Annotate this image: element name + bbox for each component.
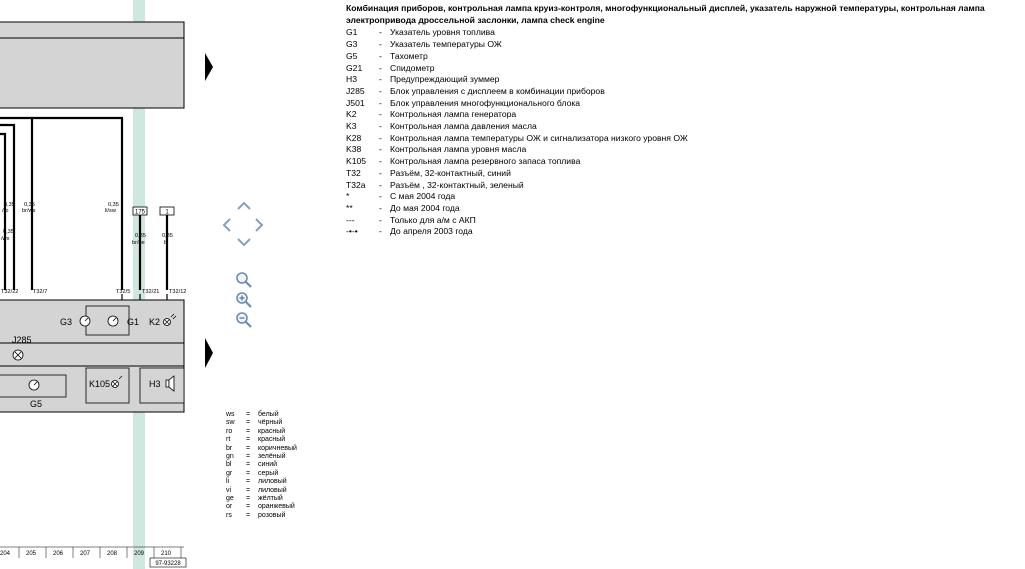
color-code: ge	[226, 495, 234, 503]
legend-code: K2	[346, 109, 357, 120]
next-page-arrow-icon[interactable]	[205, 338, 213, 368]
color-equals: =	[246, 427, 251, 435]
legend-separator: -	[379, 202, 382, 213]
connector-label: T32/12	[169, 289, 187, 295]
track-ticks	[19, 547, 181, 558]
legend-separator: -	[379, 167, 382, 178]
connector-label: T32/21	[142, 289, 160, 295]
color-name: розовый	[258, 511, 286, 519]
legend-item	[346, 39, 1022, 51]
color-equals: =	[246, 495, 251, 503]
wire-color-label: br/ge	[132, 240, 145, 246]
color-equals: =	[246, 444, 251, 452]
legend-item	[346, 51, 1022, 63]
legend-description: Контрольная лампа давления масла	[390, 121, 537, 132]
track-number: 209	[134, 551, 145, 557]
connector-label: T32/7	[33, 289, 48, 295]
color-code: li	[226, 478, 230, 486]
color-name: зелёный	[258, 453, 286, 461]
legend-description: Блок управления с дисплеем в комбинации приборов	[390, 85, 605, 96]
legend-code: G1	[346, 27, 358, 38]
color-equals: =	[246, 453, 251, 461]
legend-title: Комбинация приборов, контрольная лампа круиз-контроля, многофункциональный дисплей, указатель наружной температуры, контрольная лампа электропривода дроссельной заслонки, лампа check engine	[346, 3, 985, 25]
wire-gauge-label: 0,35	[162, 233, 173, 239]
wire-color-label: /ro	[2, 208, 9, 214]
legend-code: J285	[346, 85, 365, 96]
color-equals: =	[246, 486, 251, 494]
legend-separator: -	[379, 226, 382, 237]
wire-color-label: /ws	[1, 236, 10, 242]
legend-code: T32	[346, 167, 361, 178]
color-code-item	[226, 512, 297, 520]
legend-code: K105	[346, 156, 367, 167]
legend-code: **	[346, 202, 353, 213]
drawing-number: 97-93228	[155, 561, 181, 567]
wire-gauge-label: 0,35	[4, 202, 15, 208]
color-equals: =	[246, 461, 251, 469]
legend-separator: -	[379, 62, 382, 73]
legend-separator: -	[379, 144, 382, 155]
legend-item	[346, 86, 1022, 98]
color-equals: =	[246, 436, 251, 444]
legend-separator: -	[379, 97, 382, 108]
color-code-item	[226, 487, 297, 495]
wire-color-legend	[226, 411, 297, 520]
color-name: жёлтый	[258, 495, 283, 503]
next-page-arrow-icon[interactable]	[205, 53, 213, 81]
legend-item	[346, 27, 1022, 39]
color-code-item	[226, 428, 297, 436]
color-name: чёрный	[258, 419, 283, 427]
wire	[0, 118, 122, 290]
legend-list	[346, 27, 1022, 238]
legend-code: K38	[346, 144, 362, 155]
legend-description: Только для а/м с АКП	[390, 214, 476, 225]
pan-right-icon[interactable]	[255, 217, 265, 233]
reference-number: 1	[165, 209, 169, 216]
zoom-out-icon[interactable]	[234, 310, 254, 330]
track-number: 204	[0, 551, 11, 557]
color-code-item	[226, 478, 297, 486]
color-equals: =	[246, 411, 251, 418]
legend-separator: -	[379, 214, 382, 225]
legend-item	[346, 144, 1022, 156]
wire-color-label: br/ws	[22, 208, 36, 214]
legend-description: Разъём, 32-контактный, синий	[390, 167, 511, 178]
legend-separator: -	[379, 179, 382, 190]
legend-separator: -	[379, 121, 382, 132]
legend-code: -•-•	[346, 226, 358, 237]
legend-item	[346, 180, 1022, 192]
track-number: 208	[107, 551, 118, 557]
color-code: bl	[226, 461, 232, 469]
track-number: 210	[161, 551, 172, 557]
wire-color-label: bl	[164, 240, 169, 246]
component-label-k105: K105	[89, 379, 111, 389]
component-label-h3: H3	[149, 379, 161, 389]
legend-item	[346, 226, 1022, 238]
color-code: gn	[226, 453, 234, 461]
color-name: серый	[258, 469, 279, 477]
legend-description: Предупреждающий зуммер	[390, 74, 500, 85]
legend-separator: -	[379, 74, 382, 85]
legend-code: J501	[346, 97, 365, 108]
legend-item	[346, 215, 1022, 227]
color-code: vi	[226, 486, 232, 494]
legend-item	[346, 203, 1022, 215]
color-code-item	[226, 503, 297, 511]
legend-code: H3	[346, 74, 357, 85]
legend-description: До мая 2004 года	[390, 202, 460, 213]
legend-separator: -	[379, 85, 382, 96]
legend-code: G5	[346, 50, 358, 61]
legend-code: *	[346, 191, 350, 202]
legend-item	[346, 109, 1022, 121]
track-number: 205	[26, 551, 37, 557]
color-code-item	[226, 445, 297, 453]
legend-item	[346, 98, 1022, 110]
legend-description: Разъём , 32-контактный, зеленый	[390, 179, 524, 190]
component-label-g3: G3	[60, 317, 73, 327]
legend-separator: -	[379, 27, 382, 38]
component-label-g5: G5	[30, 399, 43, 409]
ground-symbol-icon	[13, 350, 23, 360]
legend-code: T32a	[346, 179, 366, 190]
wire-gauge-label: 0,35	[24, 202, 35, 208]
legend-description: Спидометр	[390, 62, 435, 73]
connector-labels	[1, 289, 186, 295]
legend-separator: -	[379, 132, 382, 143]
track-number: 206	[53, 551, 64, 557]
color-equals: =	[246, 469, 251, 477]
upper-instrument-block	[0, 22, 184, 108]
wire-gauge-label: 0,35	[108, 202, 119, 208]
legend-description: Контрольная лампа уровня масла	[390, 144, 527, 155]
color-code: sw	[226, 419, 235, 427]
track-numbers	[0, 551, 172, 557]
color-name: лиловый	[258, 486, 287, 494]
legend-item	[346, 156, 1022, 168]
color-code: ro	[226, 427, 233, 435]
legend-code: G21	[346, 62, 363, 73]
wire-color-label: li/sw	[105, 208, 116, 214]
color-code: rt	[226, 436, 231, 444]
legend-item	[346, 74, 1022, 86]
zoom-fit-icon[interactable]	[234, 270, 254, 290]
connector-label: T32/5	[116, 289, 131, 295]
legend-description: Указатель уровня топлива	[390, 27, 495, 38]
color-code-item	[226, 436, 297, 444]
pan-up-icon[interactable]	[236, 200, 252, 210]
legend-separator: -	[379, 109, 382, 120]
legend-description: Контрольная лампа генератора	[390, 109, 517, 120]
legend-code: K3	[346, 121, 357, 132]
legend-description: Указатель температуры ОЖ	[390, 39, 502, 50]
legend-item	[346, 121, 1022, 133]
legend-item	[346, 168, 1022, 180]
legend-item	[346, 63, 1022, 75]
wire-gauge-label: 0,35	[135, 233, 146, 239]
color-code: br	[226, 444, 233, 452]
legend-separator: -	[379, 50, 382, 61]
legend-code: K28	[346, 132, 362, 143]
component-legend	[346, 3, 1022, 238]
color-code: rs	[226, 511, 232, 519]
legend-description: Тахометр	[390, 50, 428, 61]
pan-navigation	[218, 198, 270, 248]
color-name: коричневый	[258, 444, 297, 452]
legend-code: G3	[346, 39, 358, 50]
reference-number: 175	[134, 209, 146, 216]
legend-item	[346, 133, 1022, 145]
color-equals: =	[246, 419, 251, 427]
color-code: or	[226, 503, 233, 511]
color-name: белый	[258, 411, 279, 418]
color-name: оранжевый	[258, 503, 295, 511]
color-name: лиловый	[258, 478, 287, 486]
color-equals: =	[246, 478, 251, 486]
component-label-g1: G1	[127, 317, 140, 327]
color-code: gr	[226, 469, 233, 477]
legend-code: ---	[346, 214, 355, 225]
legend-description: С мая 2004 года	[390, 191, 456, 202]
color-name: синий	[258, 461, 278, 469]
color-code-item	[226, 419, 297, 427]
pan-down-icon[interactable]	[236, 238, 252, 248]
legend-description: Контрольная лампа резервного запаса топлива	[390, 156, 581, 167]
legend-separator: -	[379, 39, 382, 50]
legend-separator: -	[379, 156, 382, 167]
color-code-item	[226, 470, 297, 478]
color-name: красный	[258, 427, 286, 435]
legend-description: До апреля 2003 года	[390, 226, 473, 237]
legend-description: Контрольная лампа температуры ОЖ и сигнализатора низкого уровня ОЖ	[390, 132, 688, 143]
color-code-item	[226, 461, 297, 469]
legend-description: Блок управления многофункционального блока	[390, 97, 581, 108]
pan-left-icon[interactable]	[221, 217, 231, 233]
wire-gauge-label: 0,35	[3, 229, 14, 235]
color-name: красный	[258, 436, 286, 444]
connector-label: T32/22	[1, 289, 19, 295]
legend-item	[346, 191, 1022, 203]
component-label-k2: K2	[149, 317, 161, 327]
component-label-j285: J285	[12, 335, 32, 345]
color-equals: =	[246, 511, 251, 519]
color-equals: =	[246, 503, 251, 511]
legend-separator: -	[379, 191, 382, 202]
color-code: ws	[226, 411, 235, 418]
track-number: 207	[80, 551, 91, 557]
zoom-in-icon[interactable]	[234, 290, 254, 310]
